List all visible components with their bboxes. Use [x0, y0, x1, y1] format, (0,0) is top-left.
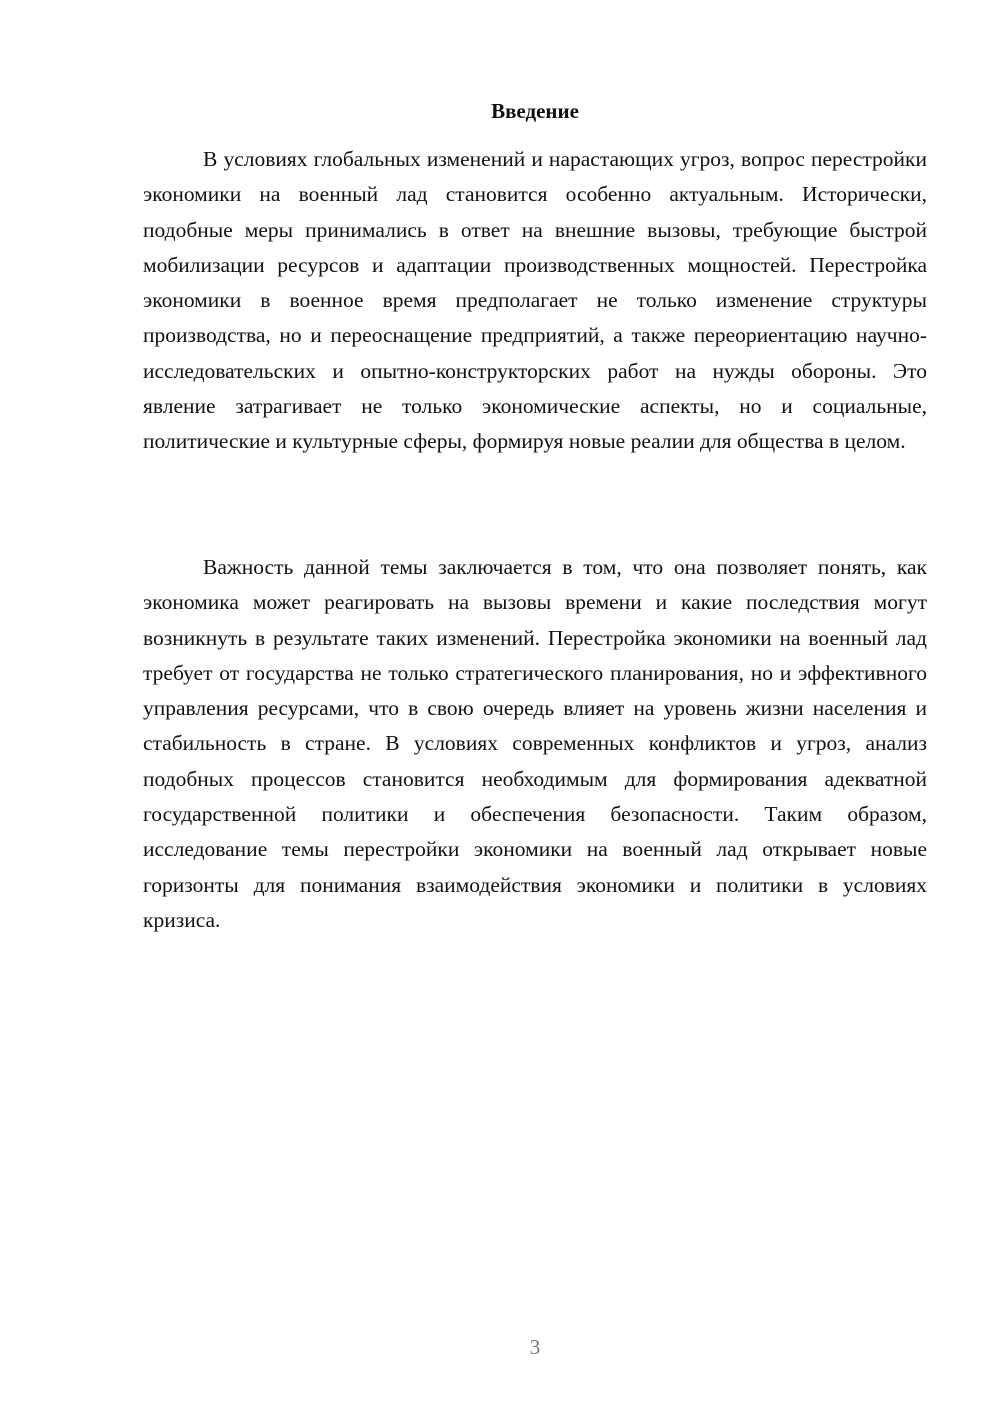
- page-number: 3: [529, 1335, 541, 1359]
- paragraph-1: В условиях глобальных изменений и нарастающих угроз, вопрос перестройки экономики на военный лад становится особенно актуальным. Исторически, подобные меры принимались в ответ на внешние вызовы, требующие быстрой мобилизации ресурсов и адаптации производственных мощностей. Перестройка экономики в военное время предполагает не только изменение структуры производства, но и переоснащение предприятий, а также переориентацию научно-исследовательских и опытно-конструкторских работ на нужды обороны. Это явление затрагивает не только экономические аспекты, но и социальные, политические и культурные сферы, формируя новые реалии для общества в целом.: [143, 147, 927, 454]
- paragraph-2: Важность данной темы заключается в том, что она позволяет понять, как экономика может реагировать на вызовы времени и какие последствия могут возникнуть в результате таких изменений. Перестройка экономики на военный лад требует от государства не только стратегического планирования, но и эффективного управления ресурсами, что в свою очередь влияет на уровень жизни населения и стабильность в стране. В условиях современных конфликтов и угроз, анализ подобных процессов становится необходимым для формирования адекватной государственной политики и обеспечения безопасности. Таким образом, исследование темы перестройки экономики на военный лад открывает новые горизонты для понимания взаимодействия экономики и политики в условиях кризиса.: [143, 555, 927, 932]
- section-heading: Введение: [491, 99, 579, 123]
